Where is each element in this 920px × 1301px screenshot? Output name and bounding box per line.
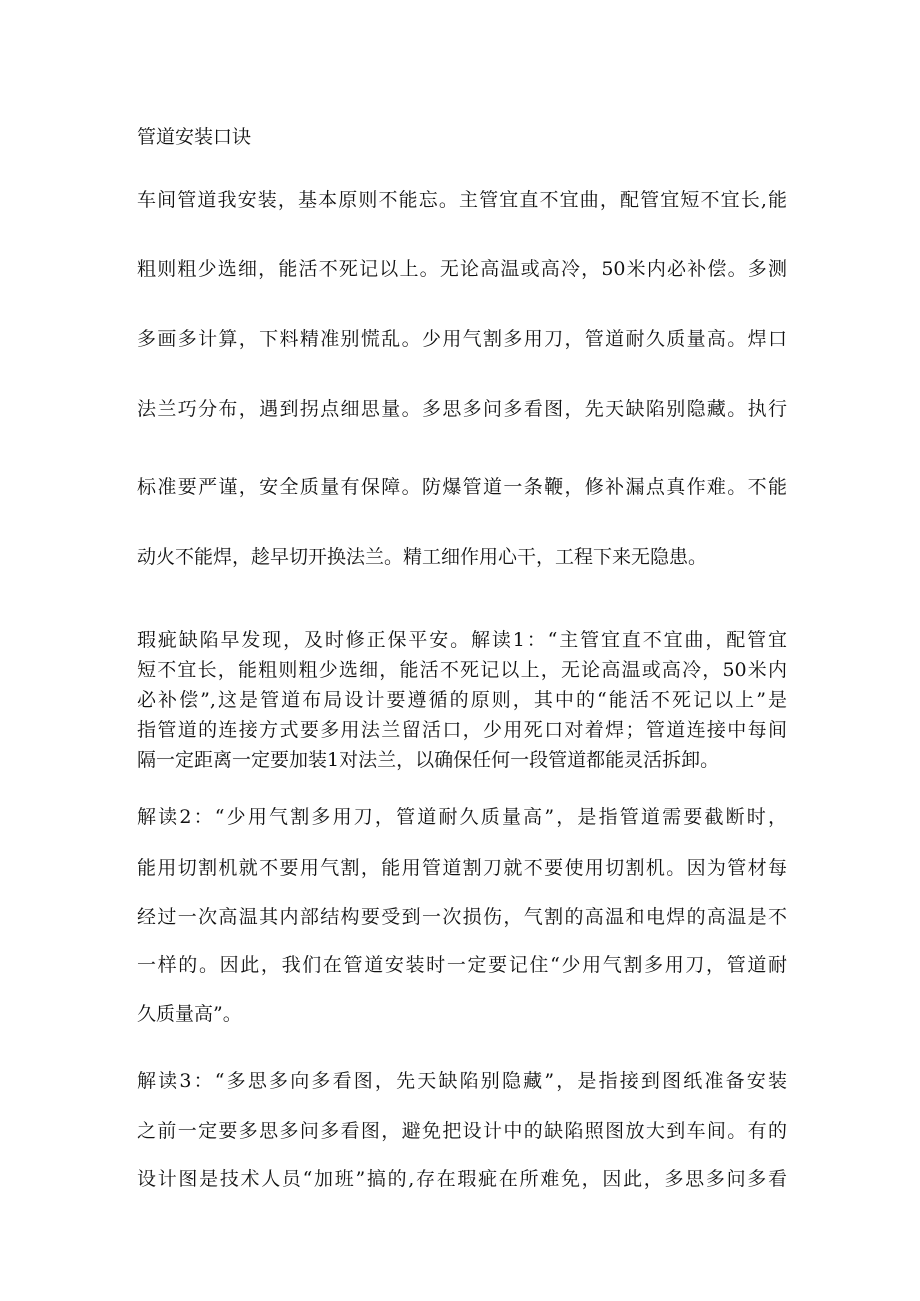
verse-line: 粗则粗少选细，能活不死记以上。无论高温或高冷，50米内必补偿。多测 — [137, 258, 787, 280]
paragraph-line: 瑕疵缺陷早发现，及时修正保平安。解读1：“主管宜直不宜曲，配管宜 — [137, 629, 787, 651]
paragraph-line: 久质量高”。 — [137, 1003, 242, 1025]
paragraph-line: 必补偿”,这是管道布局设计要遵循的原则，其中的“能活不死记以上”是 — [137, 689, 787, 711]
paragraph-line: 能用切割机就不要用气割，能用管道割刀就不要使用切割机。因为管材每 — [137, 857, 787, 879]
verse-line: 多画多计算，下料精准别慌乱。少用气割多用刀，管道耐久质量高。焊口 — [137, 328, 787, 350]
paragraph-line: 指管道的连接方式要多用法兰留活口，少用死口对着焊；管道连接中每间 — [137, 719, 787, 741]
document-title: 管道安装口诀 — [137, 126, 252, 148]
paragraph-line: 隔一定距离一定要加装1对法兰，以确保任何一段管道都能灵活拆卸。 — [137, 749, 720, 771]
paragraph-line: 设计图是技术人员“加班”搞的,存在瑕疵在所难免，因此，多思多问多看 — [137, 1168, 787, 1190]
verse-line: 车间管道我安装，基本原则不能忘。主管宜直不宜曲，配管宜短不宜长,能 — [137, 189, 787, 211]
verse-line: 法兰巧分布，遇到拐点细思量。多思多问多看图，先天缺陷别隐藏。执行 — [137, 398, 787, 420]
verse-line: 标准要严谨，安全质量有保障。防爆管道一条鞭，修补漏点真作难。不能 — [137, 476, 787, 498]
paragraph-line: 一样的。因此，我们在管道安装时一定要记住“少用气割多用刀，管道耐 — [137, 954, 787, 976]
paragraph-line: 解读3：“多思多向多看图，先天缺陷别隐藏”，是指接到图纸准备安装 — [137, 1070, 787, 1092]
verse-line: 动火不能焊，趁早切开换法兰。精工细作用心干，工程下来无隐患。 — [137, 546, 708, 568]
paragraph-line: 短不宜长，能粗则粗少选细，能活不死记以上，无论高温或高冷，50米内 — [137, 659, 787, 681]
paragraph-line: 之前一定要多思多问多看图，避免把设计中的缺陷照图放大到车间。有的 — [137, 1120, 787, 1142]
paragraph-line: 解读2：“少用气割多用刀，管道耐久质量高”，是指管道需要截断时， — [137, 806, 787, 828]
paragraph-line: 经过一次高温其内部结构要受到一次损伤，气割的高温和电焊的高温是不 — [137, 906, 787, 928]
